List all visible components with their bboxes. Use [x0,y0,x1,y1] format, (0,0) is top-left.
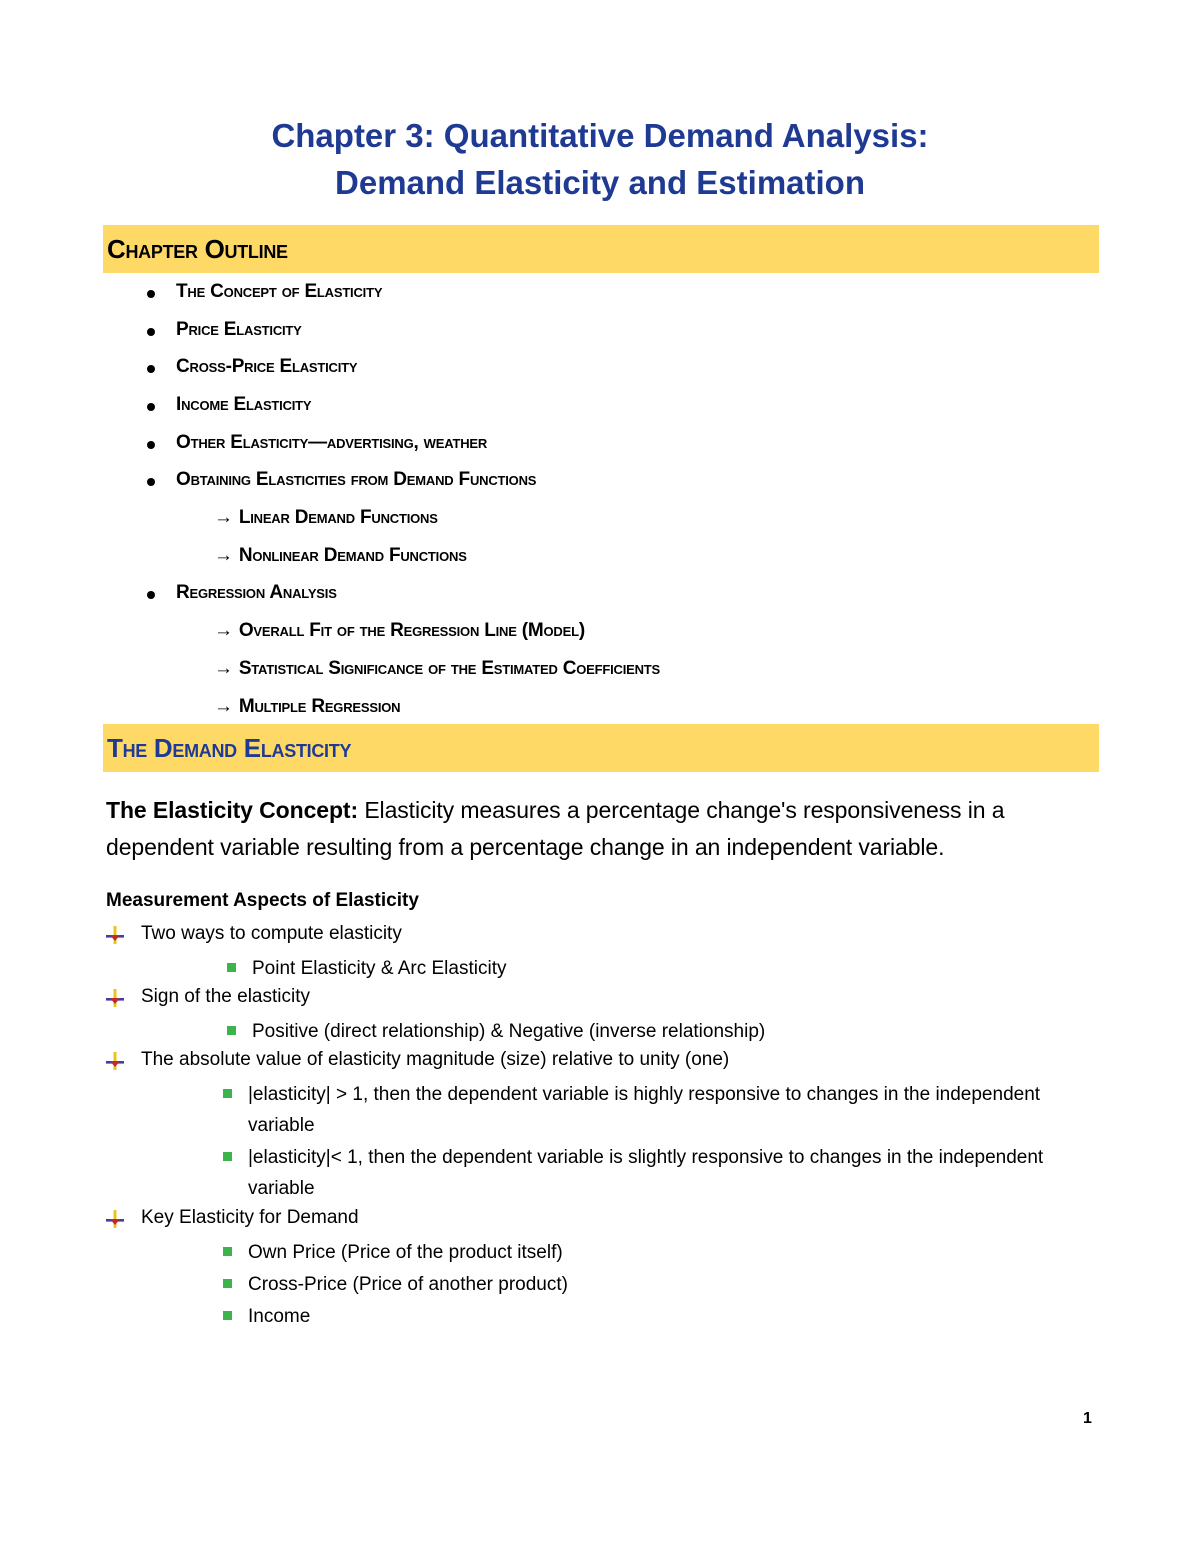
aspect-subitem: Own Price (Price of the product itself) [248,1237,1058,1268]
title-line-1: Chapter 3: Quantitative Demand Analysis: [271,117,929,154]
aspect-item: The absolute value of elasticity magnitude (size) relative to unity (one) [141,1049,729,1071]
pushpin-bullet-icon [106,989,124,1007]
green-square-bullet-icon [223,1089,232,1098]
green-square-bullet-icon [223,1152,232,1161]
outline-item: The Concept of Elasticity [176,281,382,303]
bullet-dot-icon [147,290,155,298]
outline-subitem: → Nonlinear Demand Functions [214,545,467,566]
concept-label: The Elasticity Concept: [106,797,359,823]
measurement-aspects-heading: Measurement Aspects of Elasticity [106,890,419,911]
arrow-right-icon: → [214,507,233,528]
demand-elasticity-heading: The Demand Elasticity [103,724,1099,772]
green-square-bullet-icon [227,1026,236,1035]
green-square-bullet-icon [223,1247,232,1256]
outline-subitem: → Linear Demand Functions [214,507,438,528]
chapter-outline-heading: Chapter Outline [103,225,1099,273]
aspect-subitem: Income [248,1301,1058,1332]
outline-item: Obtaining Elasticities from Demand Functions [176,469,536,491]
bullet-dot-icon [147,328,155,336]
aspect-item: Key Elasticity for Demand [141,1207,359,1229]
elasticity-concept-paragraph [106,792,1096,866]
concept-text: Elasticity measures a percentage change's responsiveness in a dependent variable resulting from a percentage change in an independent variable. [106,797,1005,860]
document-title [0,112,1200,206]
arrow-right-icon: → [214,696,233,717]
outline-item: Regression Analysis [176,582,337,604]
aspect-subitem: Cross-Price (Price of another product) [248,1269,1058,1300]
green-square-bullet-icon [223,1279,232,1288]
outline-subitem: → Multiple Regression [214,696,401,717]
green-square-bullet-icon [223,1311,232,1320]
aspect-subitem: Positive (direct relationship) & Negative (inverse relationship) [252,1016,1082,1047]
bullet-dot-icon [147,365,155,373]
arrow-right-icon: → [214,545,233,566]
bullet-dot-icon [147,441,155,449]
aspect-subitem: |elasticity|< 1, then the dependent variable is slightly responsive to changes in the independent variable [248,1142,1058,1204]
green-square-bullet-icon [227,963,236,972]
page-number: 1 [1083,1410,1092,1427]
bullet-dot-icon [147,403,155,411]
outline-item: Cross-Price Elasticity [176,356,357,378]
pushpin-bullet-icon [106,1210,124,1228]
pushpin-bullet-icon [106,1052,124,1070]
aspect-item: Sign of the elasticity [141,986,310,1008]
outline-item: Income Elasticity [176,394,311,416]
bullet-dot-icon [147,591,155,599]
title-line-2: Demand Elasticity and Estimation [335,164,865,201]
outline-subitem: → Overall Fit of the Regression Line (Model) [214,620,585,641]
bullet-dot-icon [147,478,155,486]
outline-item: Other Elasticity—advertising, weather [176,432,487,454]
arrow-right-icon: → [214,620,233,641]
aspect-item: Two ways to compute elasticity [141,923,402,945]
outline-subitem: → Statistical Significance of the Estimated Coefficients [214,658,661,679]
aspect-subitem: |elasticity| > 1, then the dependent variable is highly responsive to changes in the independent variable [248,1079,1058,1141]
arrow-right-icon: → [214,658,233,679]
pushpin-bullet-icon [106,926,124,944]
outline-item: Price Elasticity [176,319,302,341]
aspect-subitem: Point Elasticity & Arc Elasticity [252,953,1082,984]
